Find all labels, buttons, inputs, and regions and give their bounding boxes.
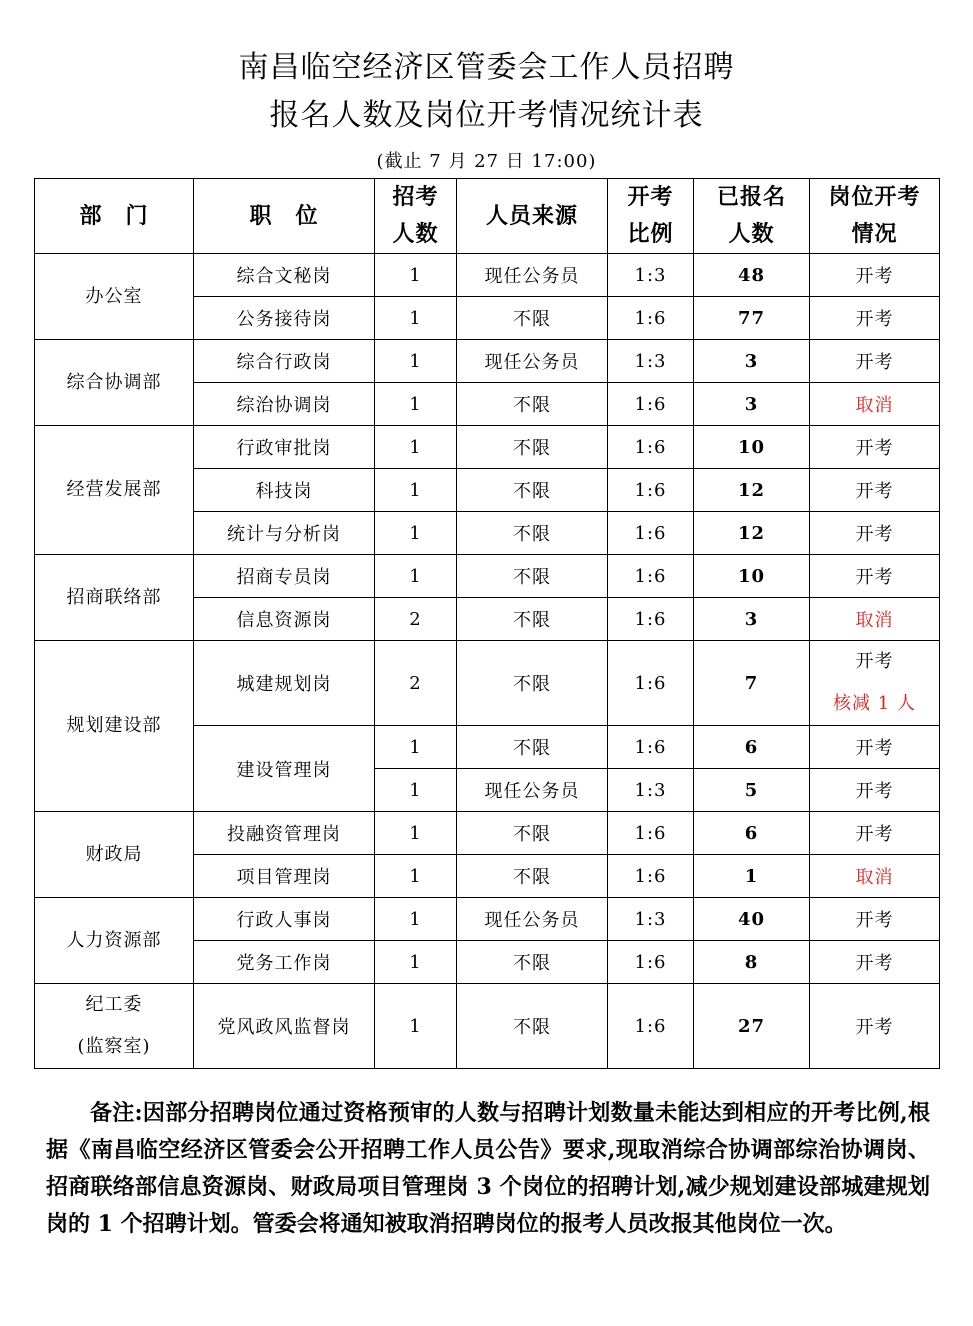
ratio-cell: 1:6	[608, 641, 694, 726]
ratio-cell: 1:6	[608, 726, 694, 769]
status-reduction-note: 核减 1 人	[833, 693, 916, 714]
status-cell: 开考	[810, 769, 940, 812]
source-cell: 不限	[457, 812, 608, 855]
quota-cell: 1	[375, 426, 457, 469]
source-cell: 不限	[457, 941, 608, 984]
quota-cell: 1	[375, 812, 457, 855]
header-quota: 招考 人数	[375, 179, 457, 254]
ratio-cell: 1:6	[608, 941, 694, 984]
page-subtitle: 报名人数及岗位开考情况统计表	[269, 98, 704, 133]
registered-cell: 10	[694, 426, 810, 469]
dept-cell	[35, 984, 194, 1069]
ratio-cell: 1:3	[608, 254, 694, 297]
registered-cell: 7	[694, 641, 810, 726]
status-cell: 开考	[810, 812, 940, 855]
quota-cell: 1	[375, 855, 457, 898]
header-row	[35, 179, 940, 254]
statistics-table	[34, 178, 940, 1069]
table-row	[35, 898, 940, 941]
status-cell: 开考	[810, 512, 940, 555]
header-ratio: 开考 比例	[608, 179, 694, 254]
source-cell: 不限	[457, 426, 608, 469]
dept-cell: 综合协调部	[35, 340, 194, 426]
status-cell-cancelled: 取消	[810, 855, 940, 898]
registered-cell: 3	[694, 383, 810, 426]
position-cell: 党务工作岗	[194, 941, 375, 984]
quota-cell: 1	[375, 555, 457, 598]
header-position: 职 位	[194, 179, 375, 254]
quota-cell: 1	[375, 340, 457, 383]
source-cell: 不限	[457, 855, 608, 898]
status-text: 开考	[855, 651, 894, 672]
table-row	[35, 812, 940, 855]
status-cell-cancelled: 取消	[810, 383, 940, 426]
quota-cell: 1	[375, 898, 457, 941]
status-cell: 开考	[810, 726, 940, 769]
table-row	[35, 555, 940, 598]
dept-cell: 经营发展部	[35, 426, 194, 555]
position-cell: 项目管理岗	[194, 855, 375, 898]
position-cell: 投融资管理岗	[194, 812, 375, 855]
ratio-cell: 1:6	[608, 426, 694, 469]
dept-cell: 办公室	[35, 254, 194, 340]
status-cell: 开考	[810, 984, 940, 1069]
status-cell: 开考	[810, 340, 940, 383]
quota-cell: 2	[375, 598, 457, 641]
ratio-cell: 1:6	[608, 297, 694, 340]
source-cell: 不限	[457, 641, 608, 726]
quota-cell: 1	[375, 297, 457, 340]
registered-cell: 48	[694, 254, 810, 297]
ratio-cell: 1:6	[608, 512, 694, 555]
registered-cell: 6	[694, 812, 810, 855]
source-cell: 不限	[457, 512, 608, 555]
position-cell: 综合文秘岗	[194, 254, 375, 297]
source-cell: 现任公务员	[457, 254, 608, 297]
table-row	[35, 426, 940, 469]
registered-cell: 5	[694, 769, 810, 812]
status-cell: 开考	[810, 254, 940, 297]
header-source: 人员来源	[457, 179, 608, 254]
dept-cell: 财政局	[35, 812, 194, 898]
quota-cell: 1	[375, 726, 457, 769]
position-cell: 行政审批岗	[194, 426, 375, 469]
position-cell: 建设管理岗	[194, 726, 375, 812]
dept-name: 纪工委	[85, 994, 143, 1015]
remarks-paragraph: 备注:因部分招聘岗位通过资格预审的人数与招聘计划数量未能达到相应的开考比例,根据《南昌临空经济区管委会公开招聘工作人员公告》要求,现取消综合协调部综治协调岗、招商联络部信息资源岗、财政局项目管理岗 3 个岗位的招聘计划,减少规划建设部城建规划岗的 1 个招聘计划。管委会将通知被取消招聘岗位的报考人员改报其他岗位一次。	[46, 1100, 930, 1237]
ratio-cell: 1:6	[608, 984, 694, 1069]
status-cell: 开考	[810, 469, 940, 512]
position-cell: 统计与分析岗	[194, 512, 375, 555]
source-cell: 不限	[457, 469, 608, 512]
position-cell: 城建规划岗	[194, 641, 375, 726]
position-cell: 招商专员岗	[194, 555, 375, 598]
source-cell: 现任公务员	[457, 340, 608, 383]
ratio-cell: 1:6	[608, 383, 694, 426]
registered-cell: 77	[694, 297, 810, 340]
status-cell-cancelled: 取消	[810, 598, 940, 641]
registered-cell: 6	[694, 726, 810, 769]
header-dept: 部 门	[35, 179, 194, 254]
header-status: 岗位开考 情况	[810, 179, 940, 254]
position-cell: 科技岗	[194, 469, 375, 512]
source-cell: 不限	[457, 555, 608, 598]
registered-cell: 12	[694, 469, 810, 512]
table-row	[35, 254, 940, 297]
source-cell: 不限	[457, 297, 608, 340]
table-row	[35, 641, 940, 726]
registered-cell: 12	[694, 512, 810, 555]
source-cell: 不限	[457, 598, 608, 641]
quota-cell: 1	[375, 984, 457, 1069]
ratio-cell: 1:6	[608, 469, 694, 512]
quota-cell: 1	[375, 769, 457, 812]
ratio-cell: 1:6	[608, 555, 694, 598]
dept-cell: 规划建设部	[35, 641, 194, 812]
status-cell: 开考	[810, 555, 940, 598]
ratio-cell: 1:3	[608, 898, 694, 941]
registered-cell: 27	[694, 984, 810, 1069]
position-cell: 公务接待岗	[194, 297, 375, 340]
quota-cell: 1	[375, 512, 457, 555]
status-cell: 开考	[810, 297, 940, 340]
registered-cell: 10	[694, 555, 810, 598]
registered-cell: 3	[694, 598, 810, 641]
position-cell: 综合行政岗	[194, 340, 375, 383]
status-cell: 开考	[810, 426, 940, 469]
position-cell: 综治协调岗	[194, 383, 375, 426]
status-cell	[810, 641, 940, 726]
ratio-cell: 1:3	[608, 340, 694, 383]
quota-cell: 1	[375, 383, 457, 426]
source-cell: 不限	[457, 726, 608, 769]
position-cell: 信息资源岗	[194, 598, 375, 641]
registered-cell: 8	[694, 941, 810, 984]
source-cell: 现任公务员	[457, 769, 608, 812]
table-row	[35, 984, 940, 1069]
ratio-cell: 1:6	[608, 855, 694, 898]
dept-name-sub: (监察室)	[77, 1036, 151, 1057]
cutoff-date: (截止 7 月 27 日 17:00)	[376, 151, 597, 172]
position-cell: 行政人事岗	[194, 898, 375, 941]
ratio-cell: 1:3	[608, 769, 694, 812]
header-registered: 已报名 人数	[694, 179, 810, 254]
status-cell: 开考	[810, 941, 940, 984]
ratio-cell: 1:6	[608, 812, 694, 855]
source-cell: 不限	[457, 984, 608, 1069]
position-cell: 党风政风监督岗	[194, 984, 375, 1069]
dept-cell: 招商联络部	[35, 555, 194, 641]
quota-cell: 1	[375, 469, 457, 512]
dept-cell: 人力资源部	[35, 898, 194, 984]
source-cell: 现任公务员	[457, 898, 608, 941]
quota-cell: 1	[375, 254, 457, 297]
quota-cell: 1	[375, 941, 457, 984]
ratio-cell: 1:6	[608, 598, 694, 641]
page-title: 南昌临空经济区管委会工作人员招聘	[238, 50, 735, 85]
table-row	[35, 340, 940, 383]
registered-cell: 1	[694, 855, 810, 898]
status-cell: 开考	[810, 898, 940, 941]
quota-cell: 2	[375, 641, 457, 726]
registered-cell: 40	[694, 898, 810, 941]
registered-cell: 3	[694, 340, 810, 383]
source-cell: 不限	[457, 383, 608, 426]
